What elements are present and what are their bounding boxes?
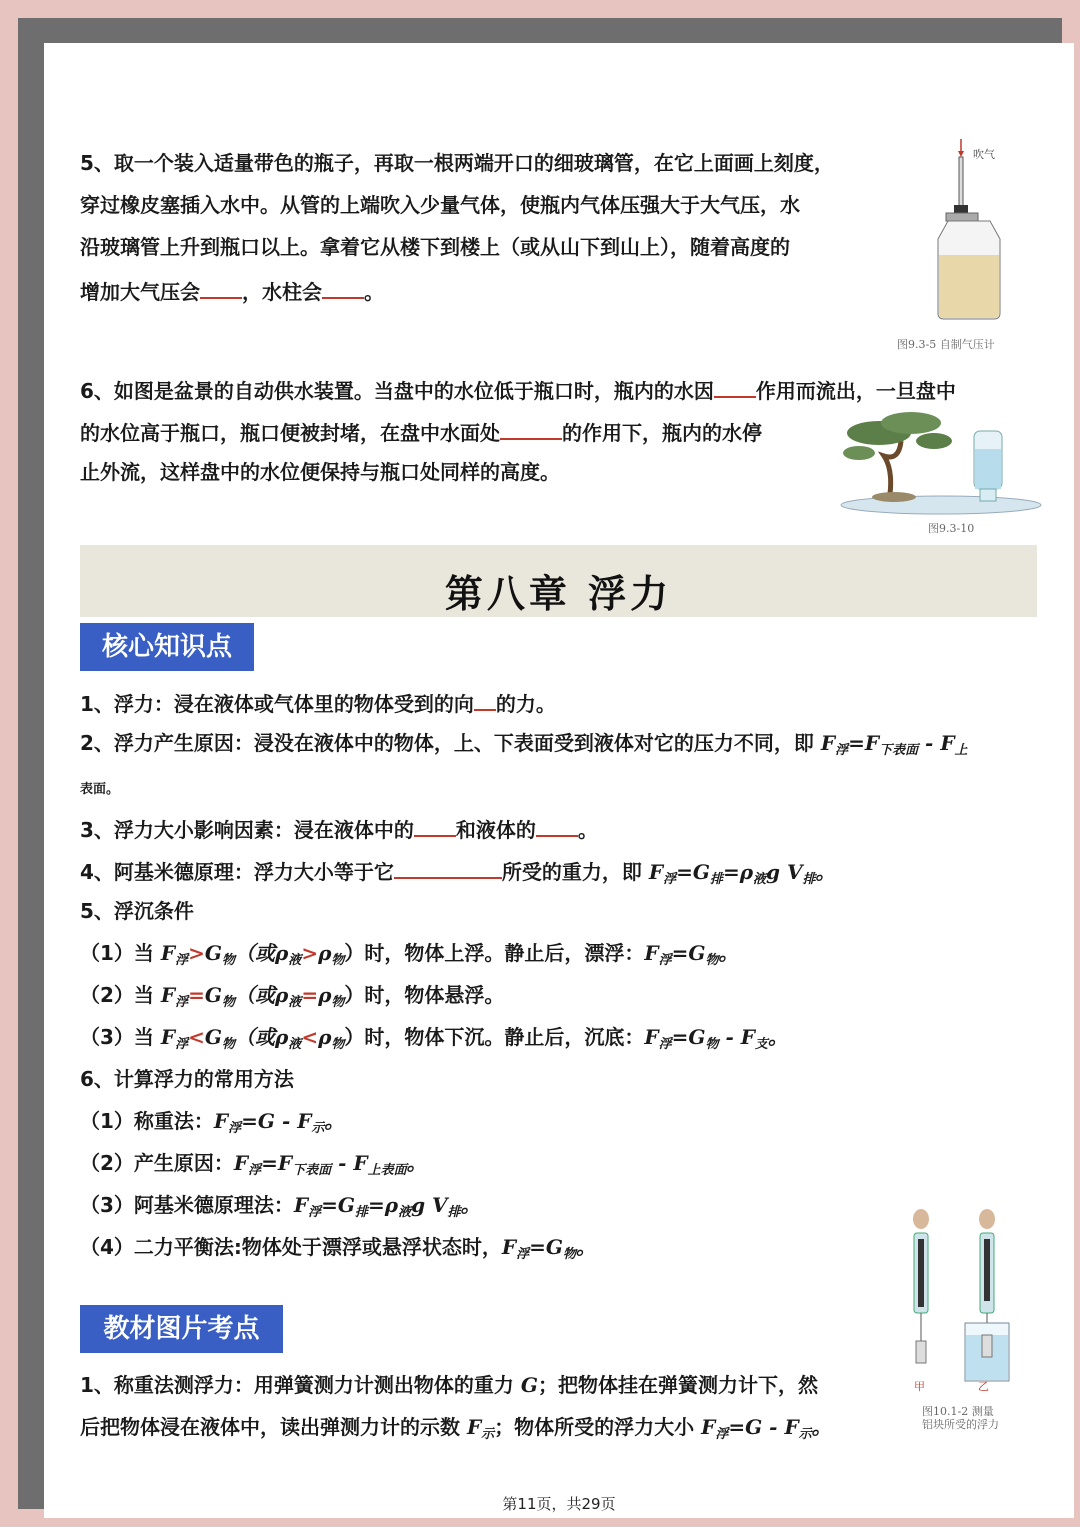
q5-text: 。 [364,280,384,304]
spring-scale-figure [899,1205,1019,1395]
barometer-figure [924,135,1024,325]
core-text: （3）当 [80,1025,161,1049]
core-text: （2）产生原因： [80,1151,234,1175]
chapter-title: 第八章 浮力 [444,572,673,616]
formula: $F_浮=F_{下表面} - F_上$ [820,731,968,758]
core-k3 [80,817,598,840]
figures-text: 1、称重法测浮力：用弹簧测力计测出物体的重力 [80,1373,521,1397]
q6-line2 [80,420,762,443]
formula: $F_浮<G_物$（或$\rho_液<\rho_物$ [160,1025,345,1052]
formula: $F_示$ [466,1415,495,1442]
fill-blank [536,817,578,837]
formula: $F_浮=G_物$。 [501,1235,596,1262]
chapter-header [80,545,1037,617]
q6-text: 6、如图是盆景的自动供水装置。当盘中的水位低于瓶口时，瓶内的水因 [80,379,714,403]
core-text: ）时，物体悬浮。 [344,983,505,1007]
core-text: （4）二力平衡法:物体处于漂浮或悬浮状态时， [80,1235,502,1259]
q5-line4 [80,279,384,302]
core-k2 [80,733,968,757]
formula: $F_浮=G - F_示$。 [701,1415,832,1442]
figure-label-b: 乙 [978,1380,989,1393]
q6-line1 [80,378,956,401]
formula: $F_浮=G_物 - F_支$。 [644,1025,788,1052]
core-text: 和液体的 [455,818,536,842]
core-text: 4、阿基米德原理：浮力大小等于它 [80,860,394,884]
figures-f1 [80,1375,818,1395]
figure-caption: 图10.1-2 测量 [922,1405,994,1418]
figure-caption: 图9.3-10 [928,522,975,535]
core-c2 [80,985,504,1009]
formula: G [520,1373,538,1397]
q6-line3: 止外流，这样盘中的水位便保持与瓶口处同样的高度。 [80,460,560,484]
q5-line3: 沿玻璃管上升到瓶口以上。拿着它从楼下到楼上（或从山下到山上），随着高度的 [80,235,790,259]
core-k1 [80,691,556,714]
core-text: ）时，物体上浮。静止后，漂浮： [344,941,645,965]
figure-caption: 铝块所受的浮力 [922,1418,999,1431]
fill-blank [500,420,562,440]
figures-text: ；物体所受的浮力大小 [494,1415,702,1439]
core-m3 [80,1195,481,1219]
q6-text: 的水位高于瓶口，瓶口便被封堵，在盘中水面处 [80,421,500,445]
formula: $F_浮=G_物$。 [644,941,739,968]
core-text: ）时，物体下沉。静止后，沉底： [344,1025,645,1049]
figures-text: 后把物体浸在液体中，读出弹测力计的示数 [80,1415,467,1439]
blow-label: 吹气 [973,148,995,161]
formula: $F_浮=G - F_示$。 [213,1109,345,1136]
core-c1 [80,943,738,967]
figure-label-a: 甲 [914,1380,925,1393]
q6-text: 的作用下，瓶内的水停 [562,421,762,445]
q6-text: 作用而流出，一旦盘中 [755,379,956,403]
formula: $F_浮=G_排=\rho_液g$ $V_排$。 [293,1193,481,1220]
core-m4 [80,1237,596,1261]
figures-text: ；把物体挂在弹簧测力计下，然 [537,1373,818,1397]
figures-f2 [80,1417,832,1441]
formula: $F_浮>G_物$（或$\rho_液>\rho_物$ [160,941,345,968]
core-text: 1、浮力：浸在液体或气体里的物体受到的向 [80,692,474,716]
core-c3 [80,1027,788,1051]
bonsai-figure [839,401,1044,516]
formula: $F_浮=G_排=\rho_液g$ $V_排$。 [648,860,836,887]
fill-blank [414,817,456,837]
core-k2-cont: 表面。 [80,782,120,797]
document-page [44,43,1074,1518]
core-text: 的力。 [495,692,556,716]
fill-blank [394,859,502,879]
q5-text: 增加大气压会 [80,280,200,304]
core-m1 [80,1111,344,1135]
core-text: （1）当 [80,941,161,965]
fill-blank [200,279,242,299]
page-frame [18,18,1062,1513]
section-tag-core: 核心知识点 [80,623,254,671]
core-text: 。 [577,818,598,842]
section-tag-figures: 教材图片考点 [80,1305,283,1353]
q5-line2: 穿过橡皮塞插入水中。从管的上端吹入少量气体，使瓶内气体压强大于大气压，水 [80,193,800,217]
core-k5: 5、浮沉条件 [80,899,194,923]
core-k4 [80,859,836,886]
q5-line1: 5、取一个装入适量带色的瓶子，再取一根两端开口的细玻璃管，在它上面画上刻度， [80,151,834,175]
core-text: （2）当 [80,983,161,1007]
core-text: 所受的重力，即 [501,860,649,884]
fill-blank [714,378,756,398]
core-text: （3）阿基米德原理法： [80,1193,294,1217]
core-k6: 6、计算浮力的常用方法 [80,1067,294,1091]
core-text: 2、浮力产生原因：浸没在液体中的物体，上、下表面受到液体对它的压力不同，即 [80,731,821,755]
core-text: （1）称重法： [80,1109,214,1133]
page-number: 第11页，共29页 [502,1495,616,1513]
formula: $F_浮=G_物$（或$\rho_液=\rho_物$ [160,983,345,1010]
fill-blank [322,279,364,299]
formula: $F_浮=F_{下表面} - F_{上表面}$。 [233,1151,427,1178]
figure-caption: 图9.3-5 自制气压计 [897,338,995,351]
fill-blank [474,691,496,711]
core-text: 3、浮力大小影响因素：浸在液体中的 [80,818,414,842]
core-m2 [80,1153,427,1177]
q5-text: ，水柱会 [242,280,322,304]
